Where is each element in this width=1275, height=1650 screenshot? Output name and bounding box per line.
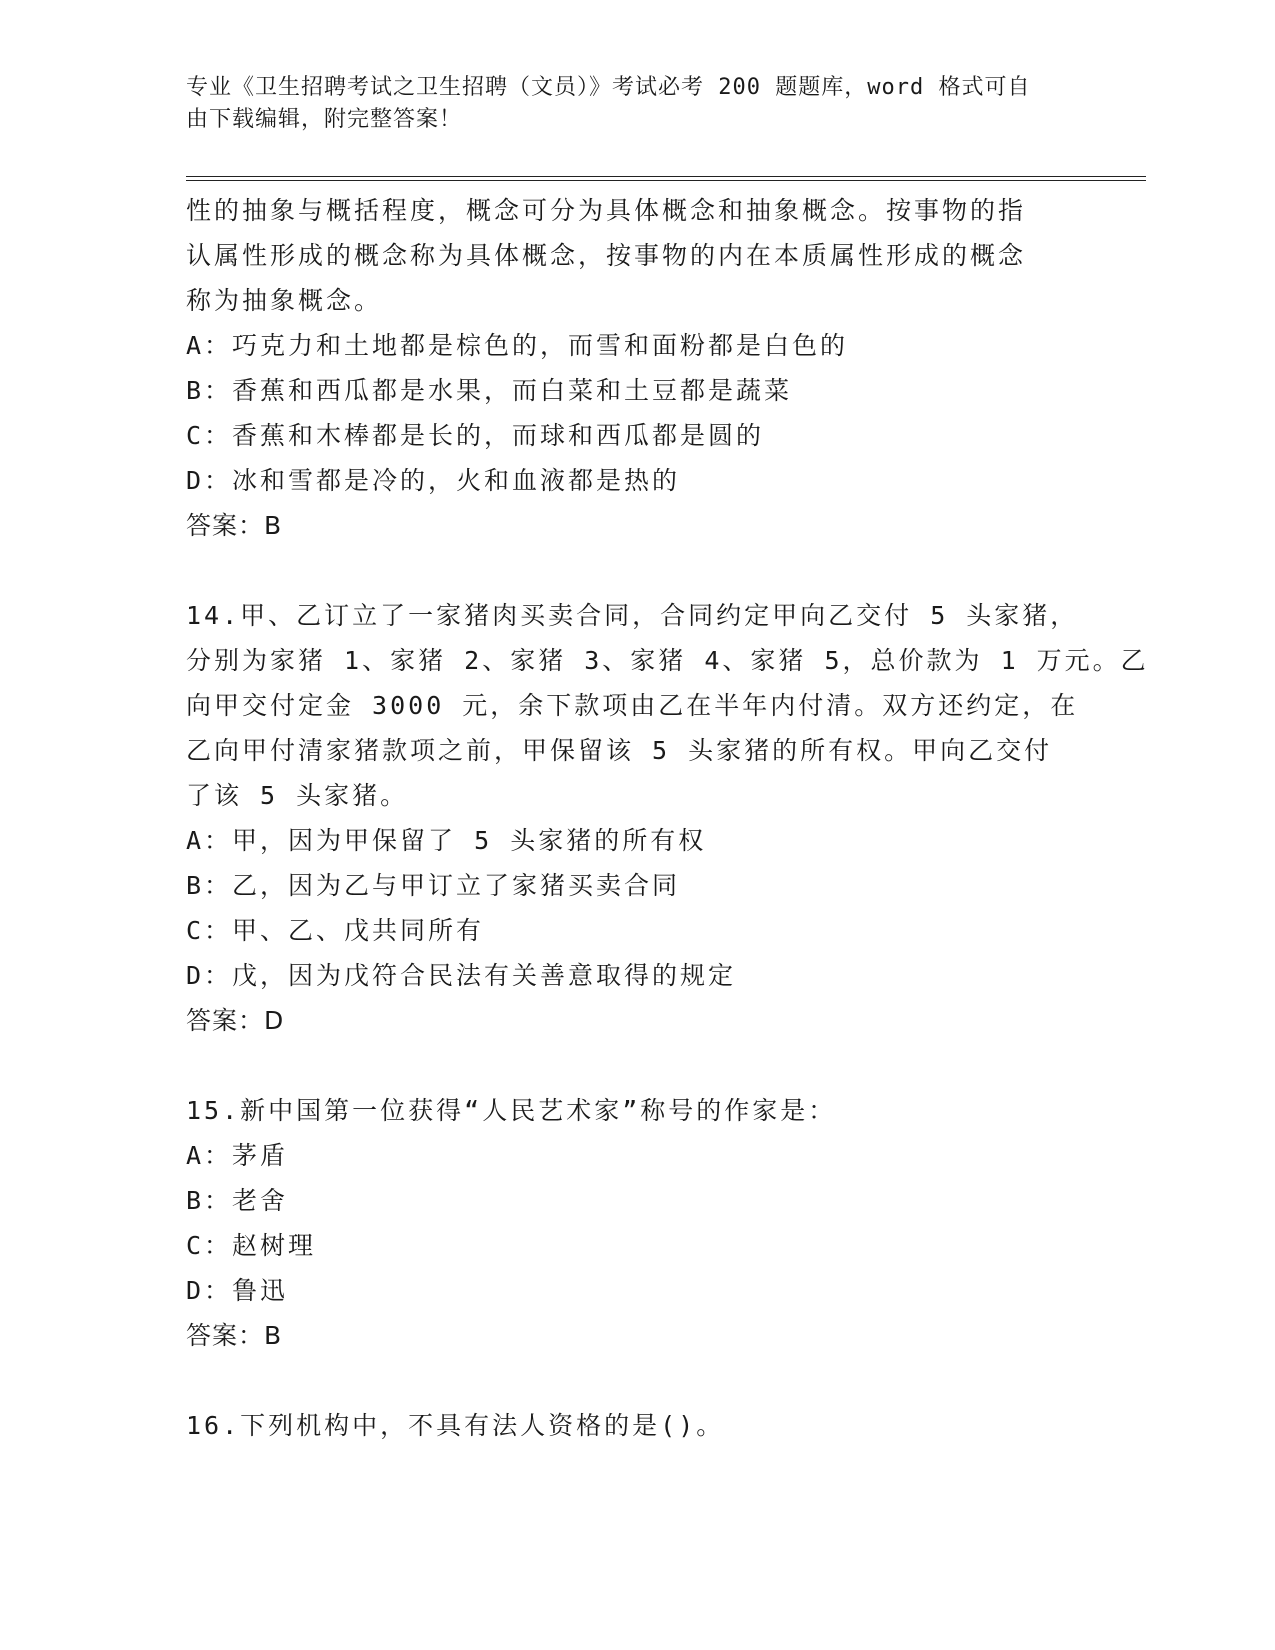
question-text-line: 15.新中国第一位获得“人民艺术家”称号的作家是： [186, 1096, 837, 1125]
spacer [186, 548, 1086, 593]
question-text-line: 向甲交付定金 3000 元，余下款项由乙在半年内付清。双方还约定，在 [186, 691, 1079, 720]
question-text-line: 了该 5 头家猪。 [186, 781, 409, 810]
option-d: D：冰和雪都是冷的，火和血液都是热的 [186, 466, 681, 495]
question-14 [186, 593, 1149, 1043]
question-15 [186, 1088, 1086, 1358]
answer: 答案：B [186, 511, 283, 540]
option-c: C：赵树理 [186, 1231, 317, 1260]
option-b: B：老舍 [186, 1186, 289, 1215]
question-text-line: 认属性形成的概念称为具体概念，按事物的内在本质属性形成的概念 [186, 241, 1027, 270]
question-text-line: 乙向甲付清家猪款项之前，甲保留该 5 头家猪的所有权。甲向乙交付 [186, 736, 1053, 765]
page-header [186, 72, 1066, 136]
spacer [186, 1358, 1086, 1403]
option-d: D：鲁迅 [186, 1276, 289, 1305]
option-b: B：乙，因为乙与甲订立了家猪买卖合同 [186, 871, 681, 900]
question-text-line: 16.下列机构中，不具有法人资格的是()。 [186, 1411, 725, 1440]
document-body [186, 188, 1149, 1448]
header-line-1: 专业《卫生招聘考试之卫生招聘（文员）》考试必考 200 题题库，word 格式可自 [186, 75, 1031, 100]
question-text-line: 称为抽象概念。 [186, 286, 383, 315]
question-text-line: 14.甲、乙订立了一家猪肉买卖合同，合同约定甲向乙交付 5 头家猪， [186, 601, 1079, 630]
spacer [186, 1043, 1086, 1088]
question-text-line: 分别为家猪 1、家猪 2、家猪 3、家猪 4、家猪 5，总价款为 1 万元。乙 [186, 646, 1149, 675]
option-c: C：香蕉和木棒都是长的，而球和西瓜都是圆的 [186, 421, 765, 450]
option-d: D：戊，因为戊符合民法有关善意取得的规定 [186, 961, 737, 990]
answer: 答案：D [186, 1006, 285, 1035]
option-b: B：香蕉和西瓜都是水果，而白菜和土豆都是蔬菜 [186, 376, 793, 405]
option-c: C：甲、乙、戊共同所有 [186, 916, 485, 945]
option-a: A：茅盾 [186, 1141, 289, 1170]
header-divider [186, 176, 1146, 181]
option-a: A：甲，因为甲保留了 5 头家猪的所有权 [186, 826, 707, 855]
answer: 答案：B [186, 1321, 283, 1350]
header-line-2: 由下载编辑，附完整答案！ [186, 107, 463, 132]
question-16 [186, 1403, 1086, 1448]
question-13 [186, 188, 1086, 548]
question-text-line: 性的抽象与概括程度，概念可分为具体概念和抽象概念。按事物的指 [186, 196, 1027, 225]
option-a: A：巧克力和土地都是棕色的，而雪和面粉都是白色的 [186, 331, 849, 360]
